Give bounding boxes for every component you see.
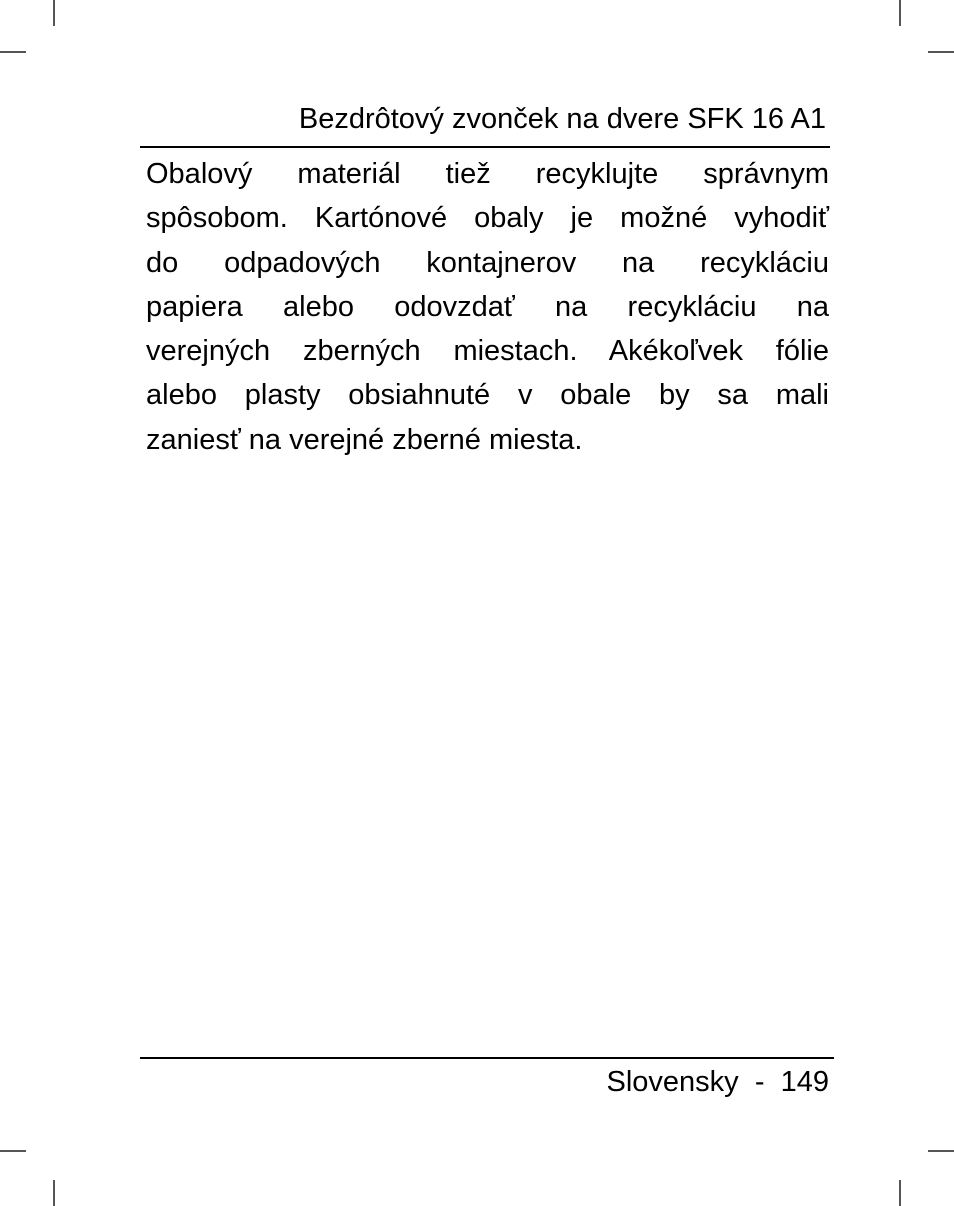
- body-line-5: verejných zberných miestach. Akékoľvek fólie: [146, 335, 829, 368]
- body-paragraph: [146, 152, 829, 462]
- page-footer: [607, 1063, 829, 1101]
- body-line-7: zaniesť na verejné zberné miesta.: [146, 423, 583, 456]
- body-line-2: spôsobom. Kartónové obaly je možné vyhodiť: [146, 202, 829, 235]
- crop-mark-top-right-vertical: [899, 0, 901, 26]
- footer-divider: [140, 1057, 834, 1059]
- footer-language: Slovensky: [606, 1066, 739, 1098]
- crop-mark-bottom-right-horizontal: [928, 1150, 954, 1152]
- footer-separator: -: [754, 1066, 765, 1098]
- body-line-3: do odpadových kontajnerov na recykláciu: [146, 246, 829, 279]
- crop-mark-top-left-vertical: [53, 0, 55, 26]
- crop-mark-top-right-horizontal: [928, 51, 954, 53]
- page-header-title: Bezdrôtový zvonček na dvere SFK 16 A1: [298, 103, 826, 135]
- crop-mark-top-left-horizontal: [0, 51, 26, 53]
- header-divider: [140, 146, 830, 148]
- body-line-6: alebo plasty obsiahnuté v obale by sa mali: [146, 379, 829, 412]
- crop-mark-bottom-left-horizontal: [0, 1150, 26, 1152]
- crop-mark-bottom-left-vertical: [53, 1180, 55, 1206]
- body-line-4: papiera alebo odovzdať na recykláciu na: [146, 290, 829, 323]
- crop-mark-bottom-right-vertical: [899, 1180, 901, 1206]
- page-number: 149: [780, 1066, 829, 1098]
- body-line-1: Obalový materiál tiež recyklujte správnym: [146, 158, 829, 190]
